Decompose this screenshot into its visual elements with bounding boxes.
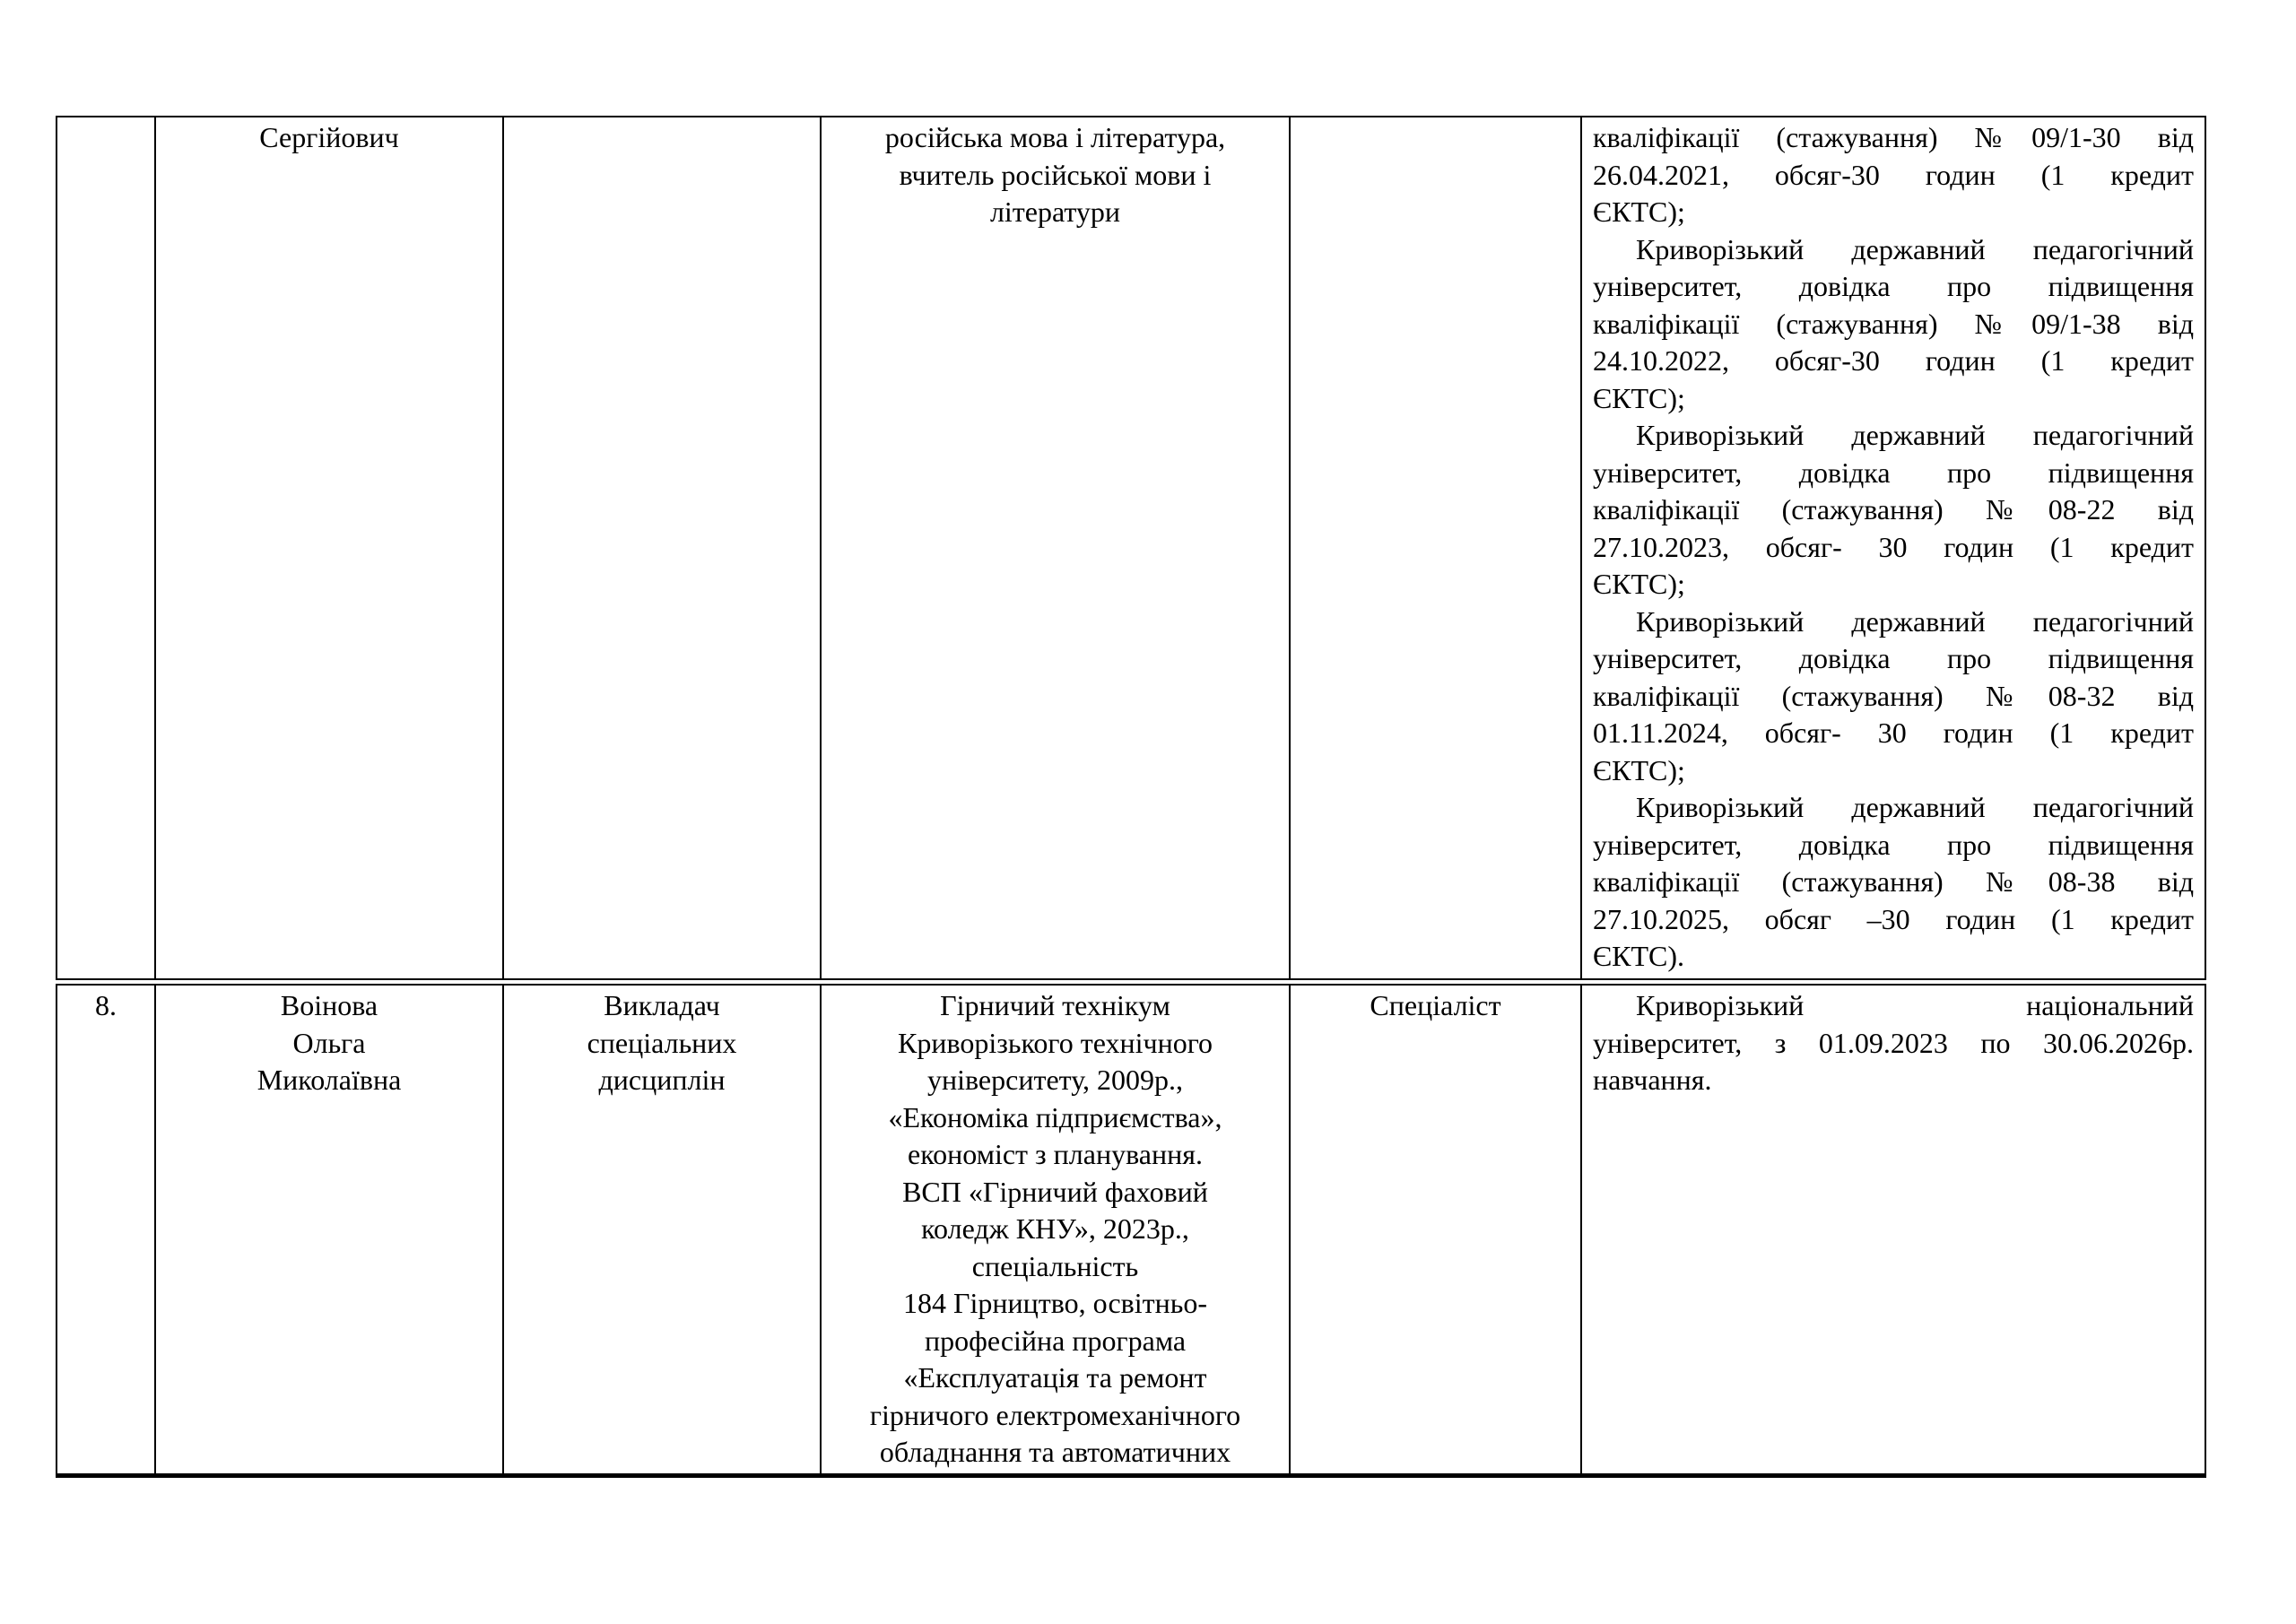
position-line: дисциплін bbox=[598, 1064, 726, 1096]
table-row-8 bbox=[57, 985, 2205, 1476]
cell-qualification bbox=[1581, 985, 2205, 1476]
text-line: ЄКТС); bbox=[1593, 195, 1685, 228]
text-line: ЄКТС); bbox=[1593, 568, 1685, 600]
text-line: Криворізький державний педагогічний bbox=[1636, 791, 2194, 823]
education-line: «Експлуатація та ремонт bbox=[903, 1361, 1207, 1394]
text-line: ЄКТС). bbox=[1593, 940, 1685, 972]
text-line: Криворізький державний педагогічний bbox=[1636, 232, 2194, 265]
cell-education bbox=[821, 117, 1290, 979]
text-line: Криворізький державний педагогічний bbox=[1636, 419, 2194, 451]
text-line: університет, довідка про підвищення bbox=[1593, 828, 2194, 861]
cell-position bbox=[503, 985, 821, 1476]
qualification-paragraph bbox=[1593, 417, 2194, 604]
name-line: Сергійович bbox=[259, 121, 399, 153]
name-line: Миколаївна bbox=[257, 1064, 402, 1096]
qualification-text bbox=[1593, 987, 2194, 1472]
personnel-table-continuation bbox=[56, 116, 2206, 980]
text-line: 27.10.2023, обсяг- 30 годин (1 кредит bbox=[1593, 530, 2194, 563]
position-line: Викладач bbox=[604, 989, 720, 1021]
text-line: кваліфікації (стажування) №09/1-30 від bbox=[1593, 121, 2194, 153]
education-line: вчитель російської мови і bbox=[899, 158, 1212, 191]
text-line: ЄКТС); bbox=[1593, 753, 1685, 786]
text-line: 01.11.2024, обсяг- 30 годин (1 кредит bbox=[1593, 716, 2194, 749]
category-label: Спеціаліст bbox=[1370, 989, 1501, 1021]
education-line: літератури bbox=[989, 195, 1121, 228]
text-line: університет, довідка про підвищення bbox=[1593, 270, 2194, 302]
education-line: економіст з планування. bbox=[908, 1138, 1203, 1170]
cell-name bbox=[155, 985, 503, 1476]
qualification-paragraph bbox=[1593, 119, 2194, 231]
text-line: кваліфікації (стажування) №08-22 від bbox=[1593, 493, 2194, 525]
name-line: Ольга bbox=[292, 1026, 366, 1059]
text-line: кваліфікації (стажування) №08-38 від bbox=[1593, 865, 2194, 898]
table-row-continuation bbox=[57, 117, 2205, 979]
qualification-paragraph bbox=[1593, 987, 2194, 1099]
education-line: 184 Гірництво, освітньо- bbox=[903, 1287, 1207, 1319]
cell-name bbox=[155, 117, 503, 979]
education-line: спеціальність bbox=[971, 1249, 1139, 1282]
text-line: університет, довідка про підвищення bbox=[1593, 642, 2194, 674]
education-text bbox=[827, 987, 1283, 1472]
name-line: Воінова bbox=[280, 989, 378, 1021]
education-line: обладнання та автоматичних bbox=[879, 1436, 1231, 1468]
text-line: ЄКТС); bbox=[1593, 381, 1685, 414]
education-line: «Економіка підприємства», bbox=[888, 1100, 1222, 1133]
cell-category bbox=[1290, 985, 1581, 1476]
cell-education bbox=[821, 985, 1290, 1476]
qualification-paragraph bbox=[1593, 604, 2194, 790]
text-line: університет, довідка про підвищення bbox=[1593, 456, 2194, 489]
position-line: спеціальних bbox=[587, 1026, 737, 1059]
education-line: університету, 2009р., bbox=[926, 1064, 1183, 1096]
cell-number bbox=[57, 985, 155, 1476]
cell-number-empty bbox=[57, 117, 155, 979]
text-line: університет, з 01.09.2023 по 30.06.2026р. bbox=[1593, 1026, 2194, 1059]
education-line: російська мова і література, bbox=[884, 121, 1226, 153]
row-number: 8. bbox=[95, 989, 117, 1021]
text-line: 27.10.2025, обсяг –30 годин (1 кредит bbox=[1593, 902, 2194, 935]
personnel-table-row-8 bbox=[56, 984, 2206, 1478]
text-line: 24.10.2022, обсяг-30 годин (1 кредит bbox=[1593, 344, 2194, 377]
education-line: Криворізького технічного bbox=[897, 1026, 1213, 1059]
education-line: професійна програма bbox=[924, 1324, 1187, 1357]
education-line: коледж КНУ», 2023р., bbox=[921, 1212, 1189, 1245]
text-line: кваліфікації (стажування) №09/1-38 від bbox=[1593, 307, 2194, 340]
education-line: Гірничий технікум bbox=[940, 989, 1170, 1021]
cell-category-empty bbox=[1290, 117, 1581, 979]
education-line: ВСП «Гірничий фаховий bbox=[902, 1175, 1208, 1208]
text-line: кваліфікації (стажування) №08-32 від bbox=[1593, 679, 2194, 712]
qualification-text bbox=[1593, 119, 2194, 977]
cell-position-empty bbox=[503, 117, 821, 979]
education-line: гірничого електромеханічного bbox=[869, 1398, 1241, 1431]
text-line: Криворізький національний bbox=[1636, 989, 2194, 1021]
cell-qualification bbox=[1581, 117, 2205, 979]
text-line: навчання. bbox=[1593, 1064, 1712, 1096]
text-line: Криворізький державний педагогічний bbox=[1636, 604, 2194, 638]
qualification-paragraph bbox=[1593, 231, 2194, 418]
qualification-paragraph bbox=[1593, 789, 2194, 976]
text-line: 26.04.2021, обсяг-30 годин (1 кредит bbox=[1593, 158, 2194, 191]
